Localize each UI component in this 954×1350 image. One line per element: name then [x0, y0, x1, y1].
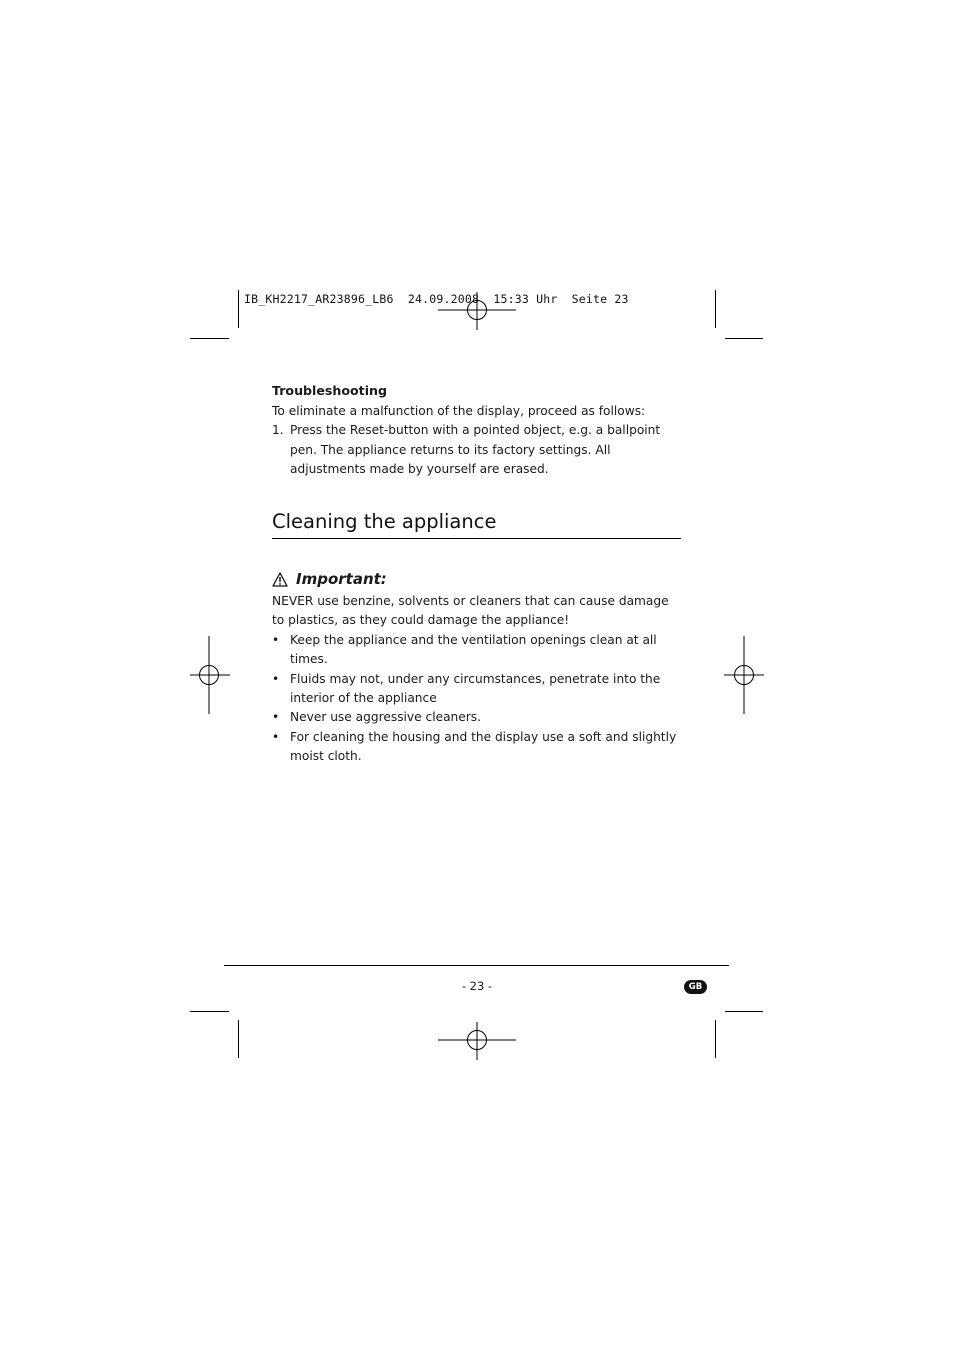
cleaning-bullets [272, 631, 682, 767]
page-number: - 23 - [461, 979, 493, 993]
warning-text: NEVER use benzine, solvents or cleaners that can cause damage to plastics, as they could damage the appliance! [272, 594, 669, 628]
bullet-text: For cleaning the housing and the display use a soft and slightly moist cloth. [290, 729, 677, 764]
page-title: Cleaning the appliance [272, 508, 681, 539]
bullet-text: Fluids may not, under any circumstances, penetrate into the interior of the appliance [290, 671, 661, 706]
bullet-marker: • [272, 671, 280, 686]
bullet-text: Never use aggressive cleaners. [290, 710, 482, 725]
language-badge: GB [684, 980, 707, 994]
crop-mark [190, 338, 229, 339]
troubleshooting-heading: Troubleshooting [272, 383, 387, 398]
bullet-marker: • [272, 632, 280, 647]
important-label: Important: [296, 570, 387, 588]
important-heading [272, 570, 387, 588]
bullet-text: Keep the appliance and the ventilation openings clean at all times. [290, 632, 657, 667]
list-item [272, 631, 682, 670]
registration-mark-icon [190, 636, 230, 714]
registration-mark-icon [724, 636, 764, 714]
troubleshooting-section [272, 380, 682, 480]
list-item [272, 670, 682, 709]
list-item [272, 421, 682, 479]
crop-mark [715, 1020, 716, 1058]
print-slug: IB_KH2217_AR23896_LB6 24.09.2008 15:33 Uhr Seite 23 [244, 292, 629, 306]
bullet-marker: • [272, 729, 280, 744]
crop-mark [725, 1011, 763, 1012]
registration-mark-icon [438, 292, 516, 330]
crop-mark [715, 290, 716, 328]
warning-triangle-icon [272, 572, 288, 587]
step-text: Press the Reset-button with a pointed object, e.g. a ballpoint pen. The appliance returns to its factory settings. All adjustments made by yourself are erased. [290, 423, 661, 477]
crop-mark [238, 1020, 239, 1058]
registration-mark-icon [438, 1022, 516, 1060]
bullet-marker: • [272, 710, 280, 725]
crop-mark [238, 290, 239, 328]
list-item [272, 708, 682, 727]
step-number: 1. [272, 423, 284, 438]
footer-rule [224, 965, 729, 966]
troubleshooting-intro: To eliminate a malfunction of the display, proceed as follows: [272, 404, 646, 418]
list-item [272, 728, 682, 767]
cleaning-section [272, 592, 682, 767]
crop-mark [190, 1011, 229, 1012]
troubleshooting-steps [272, 421, 682, 479]
crop-mark [725, 338, 763, 339]
